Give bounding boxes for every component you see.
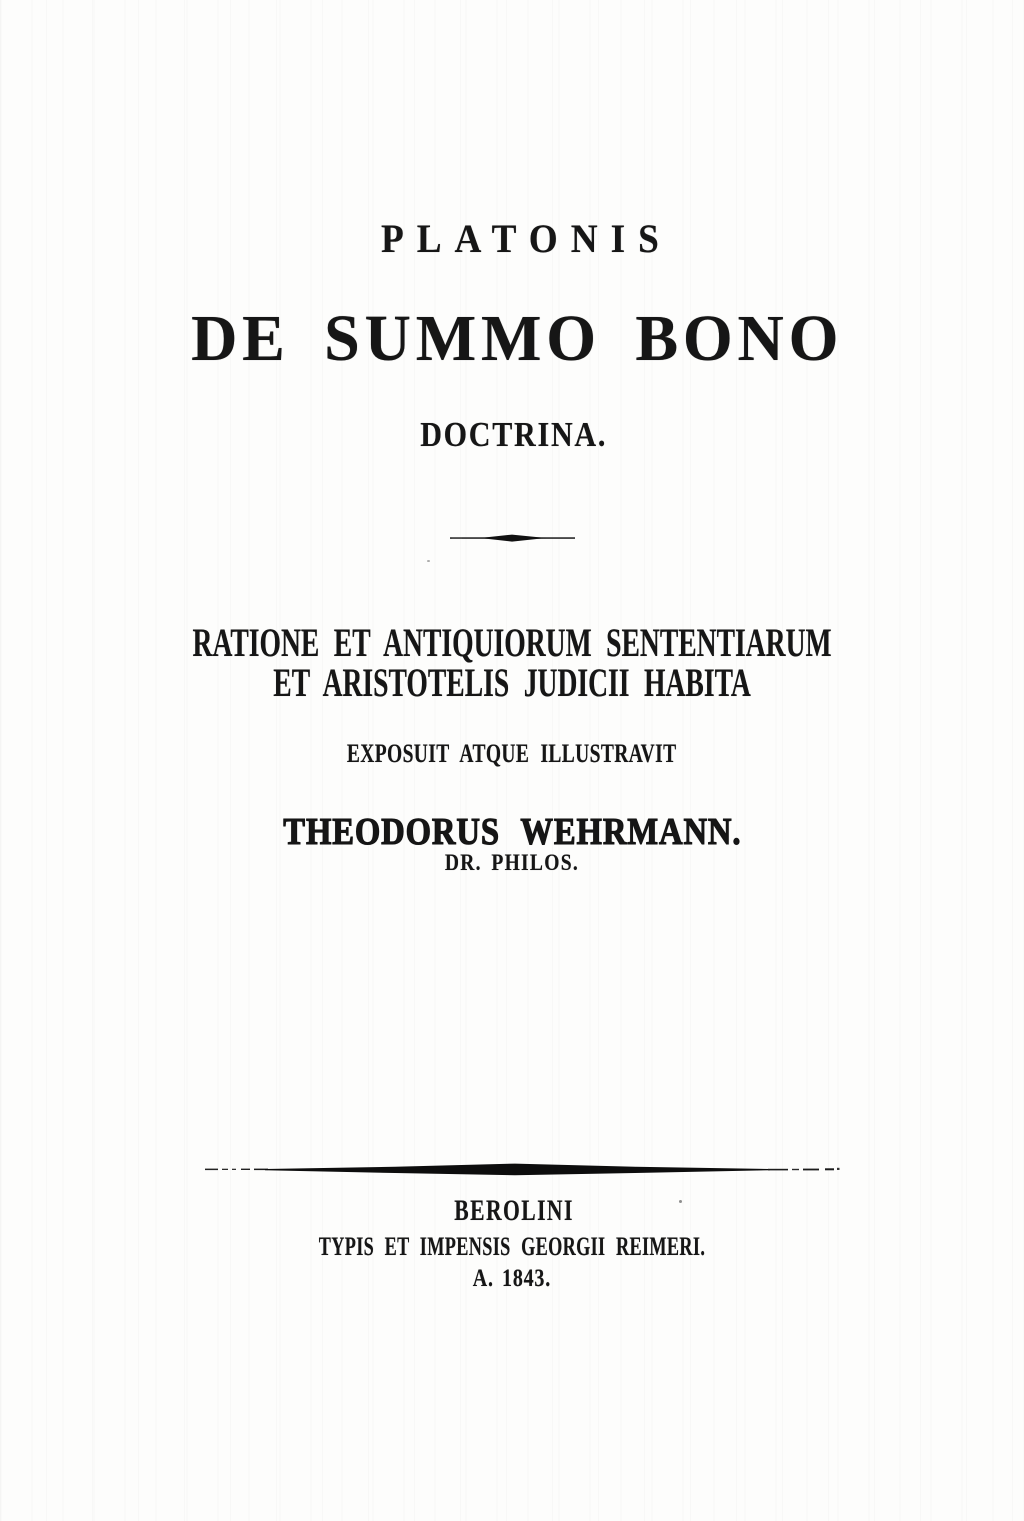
imprint-year-text: A. 1843. [472, 1265, 552, 1292]
ink-speck [427, 560, 430, 562]
editor-degree [0, 851, 1024, 874]
byline-statement-text: EXPOSUIT ATQUE ILLUSTRAVIT [347, 739, 677, 768]
imprint-publisher-text: TYPIS ET IMPENSIS GEORGII REIMERI. [318, 1232, 706, 1261]
imprint-place-text: BEROLINI [454, 1194, 574, 1227]
subject-line-2 [0, 660, 1024, 705]
subject-line-1-text: RATIONE ET ANTIQUIORUM SENTENTIARUM [192, 620, 832, 665]
editor-name-text: THEODORUS WEHRMANN. [282, 811, 742, 853]
byline-statement [0, 741, 1024, 767]
imprint-publisher [0, 1234, 1024, 1260]
book-subtitle-text: DOCTRINA. [420, 415, 608, 454]
subject-line-1 [0, 620, 1024, 665]
swelled-rule [205, 1159, 840, 1181]
imprint-year [0, 1266, 1024, 1291]
editor-name [0, 813, 1024, 851]
editor-degree-text: DR. PHILOS. [444, 850, 580, 875]
book-title-text: DE SUMMO BONO [190, 302, 844, 375]
author-name-text: PLATONIS [380, 216, 672, 261]
subject-line-2-text: ET ARISTOTELIS JUDICII HABITA [273, 660, 751, 705]
small-divider-rule [450, 531, 575, 545]
book-title [0, 302, 1024, 375]
imprint-place [0, 1196, 1024, 1226]
author-name [0, 216, 1024, 261]
book-subtitle [0, 417, 1024, 452]
